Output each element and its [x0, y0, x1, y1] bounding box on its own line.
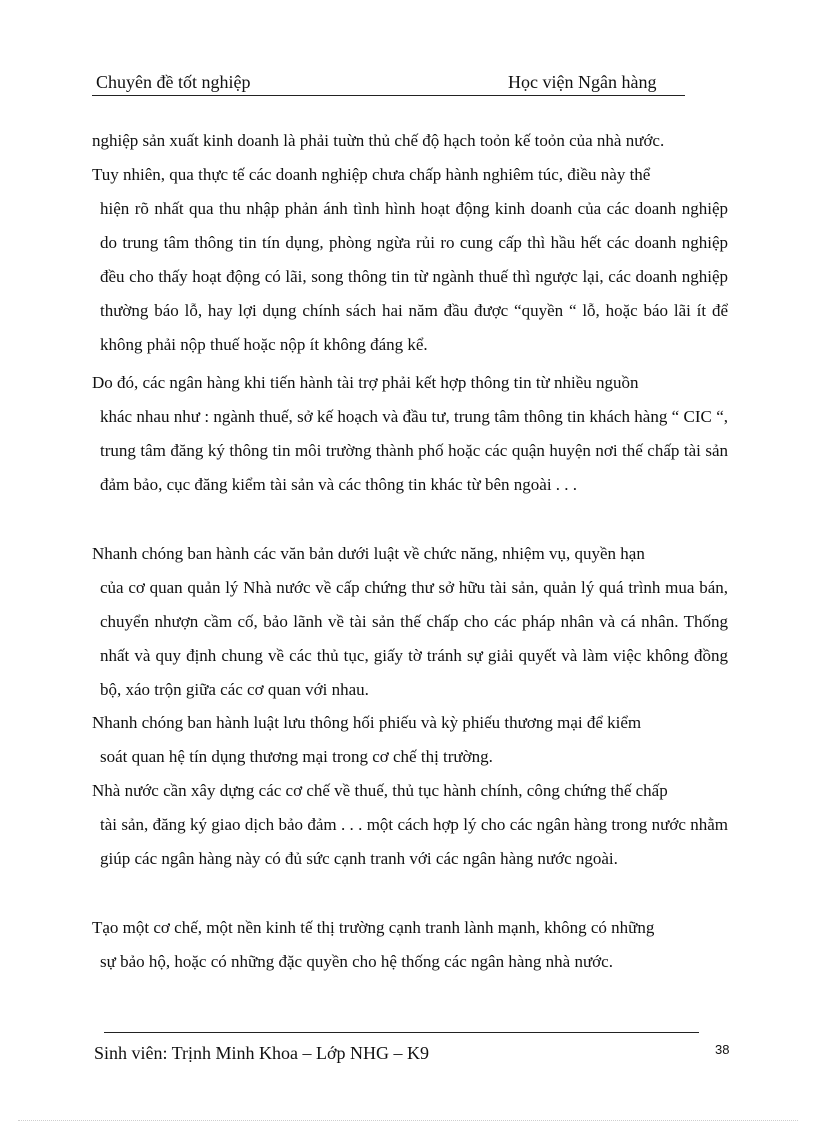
paragraph-4 [92, 537, 728, 707]
page-number: 38 [715, 1042, 730, 1057]
header-institution: Học viện Ngân hàng [508, 72, 657, 92]
paragraph-7-first-line: Tạo một cơ chế, một nền kinh tế thị trường cạnh tranh lành mạnh, không có những [92, 918, 655, 937]
paragraph-2-first-line: Tuy nhiên, qua thực tế các doanh nghiệp chưa chấp hành nghiêm túc, điều này thể [92, 165, 651, 184]
paragraph-2-body: hiện rõ nhất qua thu nhập phản ánh tình hình hoạt động kinh doanh của các doanh nghiệp do trung tâm thông tin tín dụng, phòng ngừa rủi ro cung cấp thì hầu hết các doanh nghiệp đều cho thấy hoạt động có lãi, song thông tin từ ngành thuế thì ngược lại, các doanh nghiệp thường báo lỗ, hay lợi dụng chính sách hai năm đầu được “quyền “ lỗ, hoặc báo lãi ít để không phải nộp thuế hoặc nộp ít không đáng kể. [100, 199, 728, 354]
paragraph-6-body: tài sản, đăng ký giao dịch bảo đảm . . . một cách hợp lý cho các ngân hàng trong nước nhằm giúp các ngân hàng này có đủ sức cạnh tranh với các ngân hàng nước ngoài. [100, 815, 728, 868]
paragraph-4-body: của cơ quan quản lý Nhà nước về cấp chứng thư sở hữu tài sản, quản lý quá trình mua bán, chuyển nhượn cầm cố, bảo lãnh về tài sản thế chấp cho các pháp nhân và cá nhân. Thống nhất và quy định chung về các thủ tục, giấy tờ tránh sự giải quyết và làm việc không đồng bộ, xáo trộn giữa các cơ quan với nhau. [100, 578, 728, 699]
paragraph-4-first-line: Nhanh chóng ban hành các văn bản dưới luật về chức năng, nhiệm vụ, quyền hạn [92, 544, 645, 563]
paragraph-3 [92, 366, 728, 502]
paragraph-7 [92, 911, 728, 979]
paragraph-3-first-line: Do đó, các ngân hàng khi tiến hành tài trợ phải kết hợp thông tin từ nhiều nguồn [92, 373, 639, 392]
paragraph-6-first-line: Nhà nước cần xây dựng các cơ chế về thuế, thủ tục hành chính, công chứng thế chấp [92, 781, 668, 800]
paragraph-1 [92, 124, 728, 158]
paragraph-5-first-line: Nhanh chóng ban hành luật lưu thông hối phiếu và kỳ phiếu thương mại để kiểm [92, 713, 642, 732]
paragraph-2 [92, 158, 728, 362]
paragraph-5 [92, 706, 728, 774]
paragraph-3-body: khác nhau như : ngành thuế, sở kế hoạch và đầu tư, trung tâm thông tin khách hàng “ CIC “, trung tâm đăng ký thông tin môi trường thành phố hoặc các quận huyện nơi thế chấp tài sản đảm bảo, cục đăng kiểm tài sản và các thông tin khác từ bên ngoài . . . [100, 407, 728, 494]
paragraph-5-body: soát quan hệ tín dụng thương mại trong cơ chế thị trường. [100, 747, 493, 766]
paragraph-6 [92, 774, 728, 876]
footer-divider [104, 1032, 699, 1033]
footer-student-info: Sinh viên: Trịnh Minh Khoa – Lớp NHG – K9 [94, 1043, 430, 1063]
paragraph-7-body: sự bảo hộ, hoặc có những đặc quyền cho hệ thống các ngân hàng nhà nước. [100, 952, 613, 971]
header-divider [92, 95, 685, 96]
paragraph-1-line: nghiệp sản xuất kinh doanh là phải tuừn thủ chế độ hạch toỏn kế toỏn của nhà nước. [92, 131, 665, 150]
page-edge-dotted-line [18, 1120, 798, 1121]
header-thesis-title: Chuyên đề tốt nghiệp [96, 72, 251, 92]
